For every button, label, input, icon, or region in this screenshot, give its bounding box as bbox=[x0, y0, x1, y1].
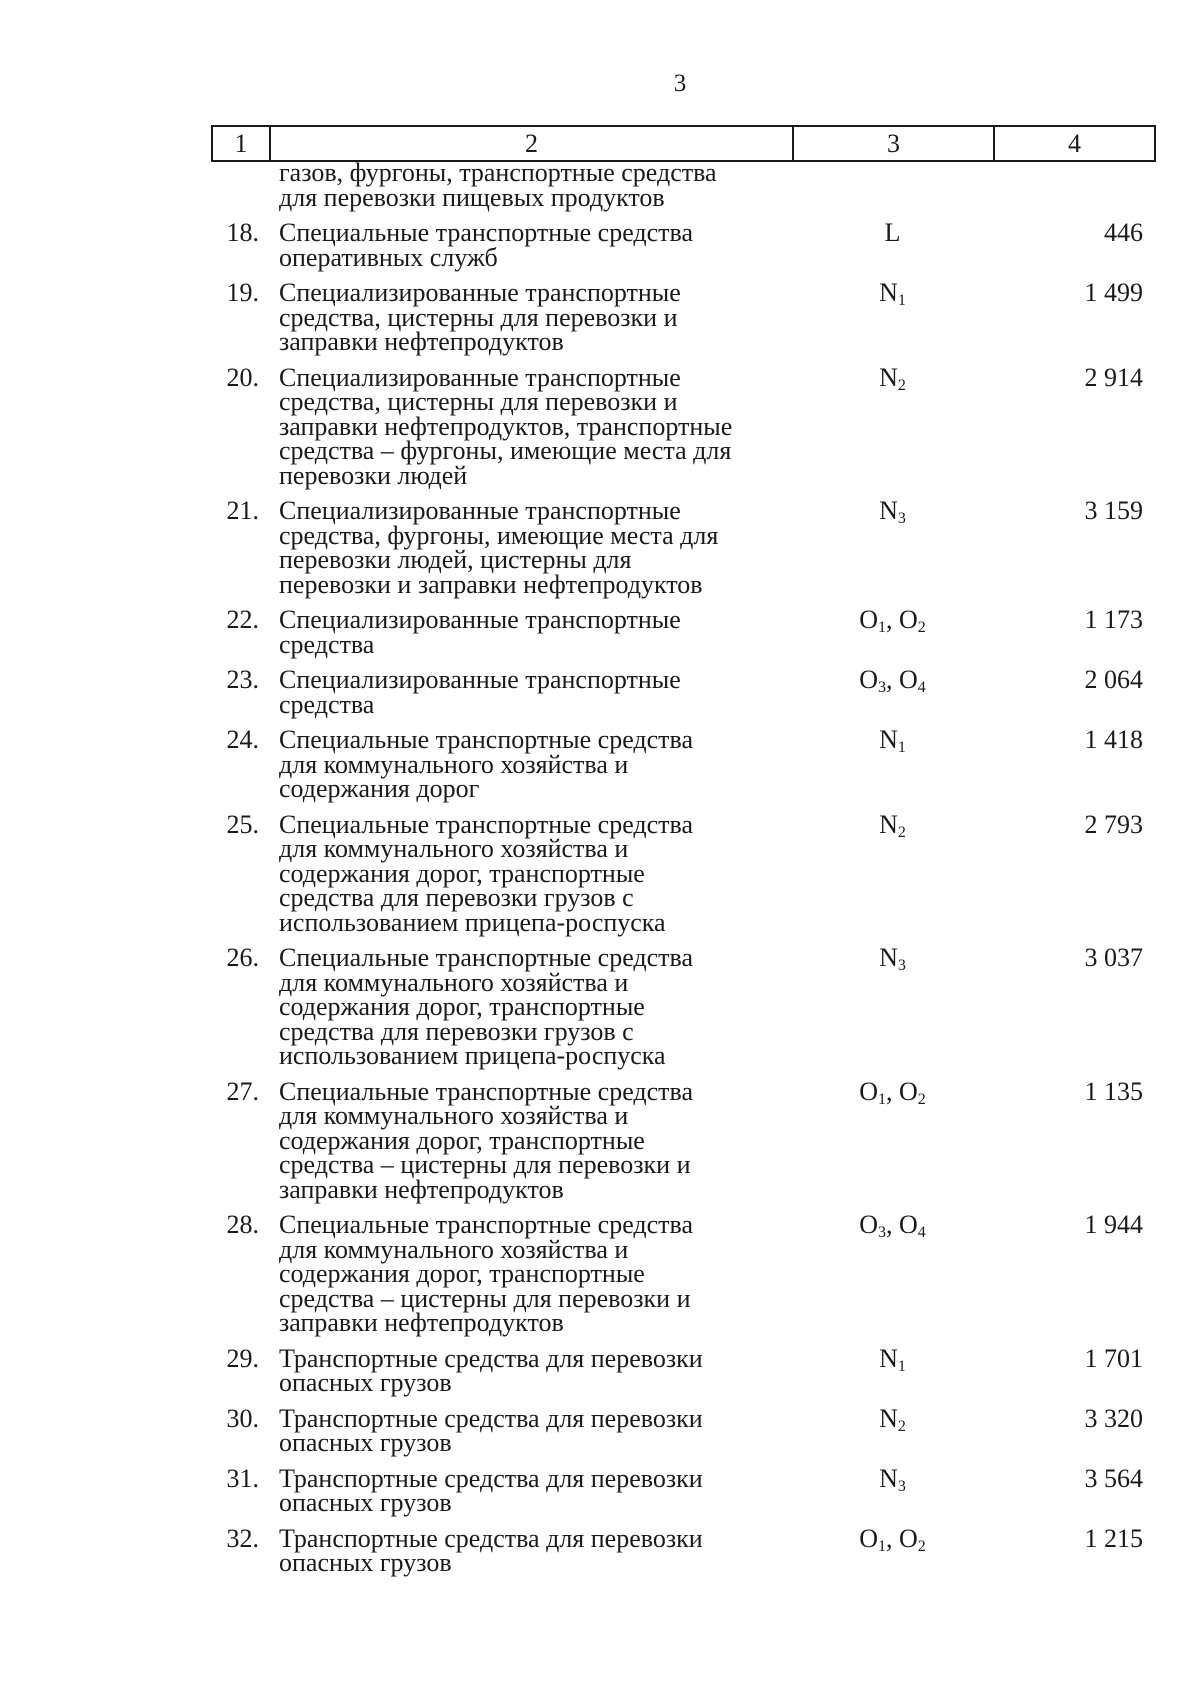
category-letter: , O bbox=[886, 1210, 918, 1239]
description-line: средства, цистерны для перевозки и bbox=[279, 387, 678, 416]
description-line: Специализированные транспортные bbox=[279, 362, 681, 392]
row-category bbox=[792, 1210, 993, 1336]
description-line: Специализированные транспортные bbox=[279, 278, 681, 307]
row-description bbox=[259, 158, 792, 212]
category-subscript: 3 bbox=[878, 1224, 886, 1241]
row-category bbox=[792, 1463, 993, 1516]
table-row bbox=[211, 278, 1156, 356]
description-line: содержания дорог bbox=[279, 774, 480, 803]
category-subscript: 1 bbox=[878, 619, 886, 636]
category-subscript: 3 bbox=[897, 510, 906, 527]
row-description bbox=[259, 725, 792, 803]
description-line: использованием прицепа-роспуска bbox=[279, 907, 666, 937]
category-subscript: 1 bbox=[878, 1537, 886, 1555]
category-subscript: 4 bbox=[917, 679, 926, 696]
row-category bbox=[792, 725, 993, 802]
row-category bbox=[792, 278, 993, 355]
description-line: средства, фургоны, имеющие места для bbox=[279, 520, 719, 550]
table-body bbox=[211, 158, 1156, 1587]
row-value: 3 320 bbox=[1084, 1403, 1143, 1433]
row-description bbox=[259, 1076, 792, 1204]
description-line: оперативных служб bbox=[279, 242, 498, 272]
category-subscript: 2 bbox=[917, 1090, 926, 1108]
description-line: Транспортные средства для перевозки bbox=[279, 1343, 703, 1373]
row-value bbox=[993, 161, 1143, 210]
row-number: 27. bbox=[226, 1076, 259, 1106]
row-category bbox=[792, 161, 993, 210]
row-number: 25. bbox=[226, 809, 259, 839]
row-value: 3 564 bbox=[1084, 1463, 1143, 1493]
row-number: 26. bbox=[226, 943, 259, 972]
header-col-2: 2 bbox=[271, 127, 794, 160]
category-letter: O bbox=[859, 1076, 878, 1106]
row-category bbox=[792, 943, 993, 1069]
description-line: заправки нефтепродуктов, транспортные bbox=[279, 411, 733, 441]
row-value: 446 bbox=[1104, 218, 1143, 247]
description-line: для коммунального хозяйства и bbox=[279, 967, 629, 997]
table-row bbox=[211, 362, 1156, 490]
row-category bbox=[792, 809, 993, 936]
category-letter: N bbox=[879, 1343, 898, 1373]
description-line: содержания дорог, транспортные bbox=[279, 858, 645, 888]
row-category bbox=[792, 1523, 993, 1576]
row-category bbox=[792, 1076, 993, 1203]
row-description bbox=[259, 665, 792, 719]
row-value: 1 701 bbox=[1084, 1343, 1143, 1373]
description-line: Специальные транспортные средства bbox=[279, 1076, 694, 1106]
row-value: 2 793 bbox=[1084, 809, 1143, 839]
category-letter: O bbox=[859, 665, 878, 694]
description-line: средства bbox=[279, 629, 375, 659]
table-row bbox=[211, 943, 1156, 1070]
description-line: перевозки и заправки нефтепродуктов bbox=[279, 569, 703, 599]
category-subscript: 2 bbox=[897, 376, 906, 394]
description-line: средства для перевозки грузов с bbox=[279, 1016, 634, 1046]
row-description bbox=[259, 1463, 792, 1517]
category-subscript: 3 bbox=[878, 679, 886, 696]
row-description bbox=[259, 943, 792, 1070]
row-description bbox=[259, 496, 792, 599]
description-line: средства, цистерны для перевозки и bbox=[279, 302, 678, 332]
table-header bbox=[211, 125, 1156, 162]
category-subscript: 2 bbox=[897, 823, 906, 841]
row-number: 24. bbox=[226, 725, 259, 754]
description-line: Специализированные транспортные bbox=[279, 605, 681, 634]
description-line: заправки нефтепродуктов bbox=[279, 1308, 564, 1337]
category-letter: N bbox=[879, 943, 898, 972]
header-col-3: 3 bbox=[794, 127, 995, 160]
row-category bbox=[792, 1343, 993, 1396]
row-description bbox=[259, 362, 792, 490]
row-description bbox=[259, 1403, 792, 1457]
description-line: опасных грузов bbox=[279, 1428, 452, 1457]
row-number: 30. bbox=[226, 1403, 259, 1433]
category-letter: N bbox=[879, 725, 898, 754]
description-line: для коммунального хозяйства и bbox=[279, 834, 629, 863]
description-line: опасных грузов bbox=[279, 1548, 452, 1577]
description-line: для коммунального хозяйства и bbox=[279, 1234, 629, 1264]
description-line: заправки нефтепродуктов bbox=[279, 1174, 564, 1204]
row-description bbox=[259, 605, 792, 659]
category-letter: N bbox=[879, 1463, 898, 1493]
description-line: для перевозки пищевых продуктов bbox=[279, 182, 665, 212]
category-letter: N bbox=[879, 278, 898, 307]
table-row bbox=[211, 1343, 1156, 1397]
description-line: средства – цистерны для перевозки и bbox=[279, 1283, 691, 1313]
row-value: 1 499 bbox=[1084, 278, 1143, 307]
row-value: 1 215 bbox=[1084, 1523, 1143, 1553]
table-row bbox=[211, 1210, 1156, 1337]
category-letter: L bbox=[884, 218, 901, 247]
description-line: опасных грузов bbox=[279, 1488, 452, 1517]
description-line: заправки нефтепродуктов bbox=[279, 327, 564, 356]
row-description bbox=[259, 1523, 792, 1577]
row-number: 29. bbox=[226, 1343, 259, 1373]
table-row bbox=[211, 1523, 1156, 1577]
row-category bbox=[792, 362, 993, 489]
row-category bbox=[792, 218, 993, 270]
table-row bbox=[211, 725, 1156, 803]
description-line: для коммунального хозяйства и bbox=[279, 749, 629, 779]
table-row bbox=[211, 1463, 1156, 1517]
category-subscript: 1 bbox=[897, 739, 906, 756]
row-category bbox=[792, 665, 993, 717]
row-category bbox=[792, 496, 993, 597]
row-description bbox=[259, 1343, 792, 1397]
category-subscript: 1 bbox=[878, 1090, 886, 1108]
row-category bbox=[792, 1403, 993, 1456]
row-number: 31. bbox=[226, 1463, 259, 1493]
header-col-4: 4 bbox=[1068, 128, 1081, 158]
table-row bbox=[211, 605, 1156, 659]
description-line: средства bbox=[279, 689, 375, 719]
category-letter: N bbox=[879, 809, 898, 839]
category-letter: , O bbox=[886, 665, 918, 694]
row-value: 1 173 bbox=[1084, 605, 1143, 634]
description-line: перевозки людей, цистерны для bbox=[279, 545, 632, 574]
description-line: Специальные транспортные средства bbox=[279, 943, 694, 972]
category-subscript: 2 bbox=[897, 1417, 906, 1435]
row-number bbox=[211, 161, 259, 210]
table-row bbox=[211, 1403, 1156, 1457]
table-row bbox=[211, 218, 1156, 272]
description-line: Специализированные транспортные bbox=[279, 496, 681, 525]
category-letter: N bbox=[879, 1403, 898, 1433]
category-subscript: 1 bbox=[897, 292, 906, 309]
description-line: средства – фургоны, имеющие места для bbox=[279, 436, 732, 465]
category-letter: O bbox=[859, 1523, 878, 1553]
description-line: Специальные транспортные средства bbox=[279, 218, 694, 247]
description-line: перевозки людей bbox=[279, 460, 468, 490]
description-line: Транспортные средства для перевозки bbox=[279, 1463, 703, 1493]
row-category bbox=[792, 605, 993, 657]
category-subscript: 3 bbox=[897, 1477, 906, 1495]
row-value: 2 064 bbox=[1084, 665, 1143, 694]
row-number: 22. bbox=[226, 605, 259, 634]
category-subscript: 2 bbox=[917, 619, 926, 636]
category-letter: , O bbox=[886, 1076, 918, 1106]
row-number: 18. bbox=[226, 218, 259, 247]
row-number: 21. bbox=[226, 496, 259, 525]
description-line: Транспортные средства для перевозки bbox=[279, 1523, 703, 1553]
row-value: 3 037 bbox=[1084, 943, 1143, 972]
description-line: газов, фургоны, транспортные средства bbox=[279, 158, 717, 187]
table-row bbox=[211, 1076, 1156, 1204]
header-col-1: 1 bbox=[213, 127, 271, 160]
description-line: Специальные транспортные средства bbox=[279, 725, 694, 754]
row-description bbox=[259, 218, 792, 272]
description-line: опасных грузов bbox=[279, 1368, 452, 1397]
row-number: 20. bbox=[226, 362, 259, 392]
category-subscript: 1 bbox=[897, 1357, 906, 1375]
row-number: 28. bbox=[226, 1210, 259, 1239]
continuation-row bbox=[211, 158, 1156, 212]
description-line: средства – цистерны для перевозки и bbox=[279, 1150, 691, 1179]
category-letter: , O bbox=[886, 605, 918, 634]
row-value: 3 159 bbox=[1084, 496, 1143, 525]
description-line: содержания дорог, транспортные bbox=[279, 992, 645, 1021]
row-description bbox=[259, 1210, 792, 1337]
row-value: 2 914 bbox=[1084, 362, 1143, 392]
category-subscript: 4 bbox=[917, 1224, 926, 1241]
row-value: 1 944 bbox=[1084, 1210, 1143, 1239]
description-line: содержания дорог, транспортные bbox=[279, 1259, 645, 1288]
table-row bbox=[211, 809, 1156, 937]
category-letter: N bbox=[879, 496, 898, 525]
row-value: 1 135 bbox=[1084, 1076, 1143, 1106]
description-line: Транспортные средства для перевозки bbox=[279, 1403, 703, 1433]
page-number: 3 bbox=[673, 70, 687, 97]
description-line: Специальные транспортные средства bbox=[279, 809, 694, 839]
category-letter: O bbox=[859, 605, 878, 634]
row-number: 23. bbox=[226, 665, 259, 694]
table-row bbox=[211, 665, 1156, 719]
description-line: содержания дорог, транспортные bbox=[279, 1125, 645, 1155]
description-line: Специальные транспортные средства bbox=[279, 1210, 694, 1239]
description-line: средства для перевозки грузов с bbox=[279, 883, 634, 912]
row-value: 1 418 bbox=[1084, 725, 1143, 754]
description-line: Специализированные транспортные bbox=[279, 665, 681, 694]
description-line: использованием прицепа-роспуска bbox=[279, 1041, 666, 1070]
row-number: 19. bbox=[226, 278, 259, 307]
table-row bbox=[211, 496, 1156, 599]
category-letter: O bbox=[859, 1210, 878, 1239]
row-number: 32. bbox=[226, 1523, 259, 1553]
category-letter: , O bbox=[886, 1523, 918, 1553]
description-line: для коммунального хозяйства и bbox=[279, 1101, 629, 1130]
row-description bbox=[259, 278, 792, 356]
category-subscript: 3 bbox=[897, 957, 906, 974]
category-letter: N bbox=[879, 362, 898, 392]
row-description bbox=[259, 809, 792, 937]
category-subscript: 2 bbox=[917, 1537, 926, 1555]
